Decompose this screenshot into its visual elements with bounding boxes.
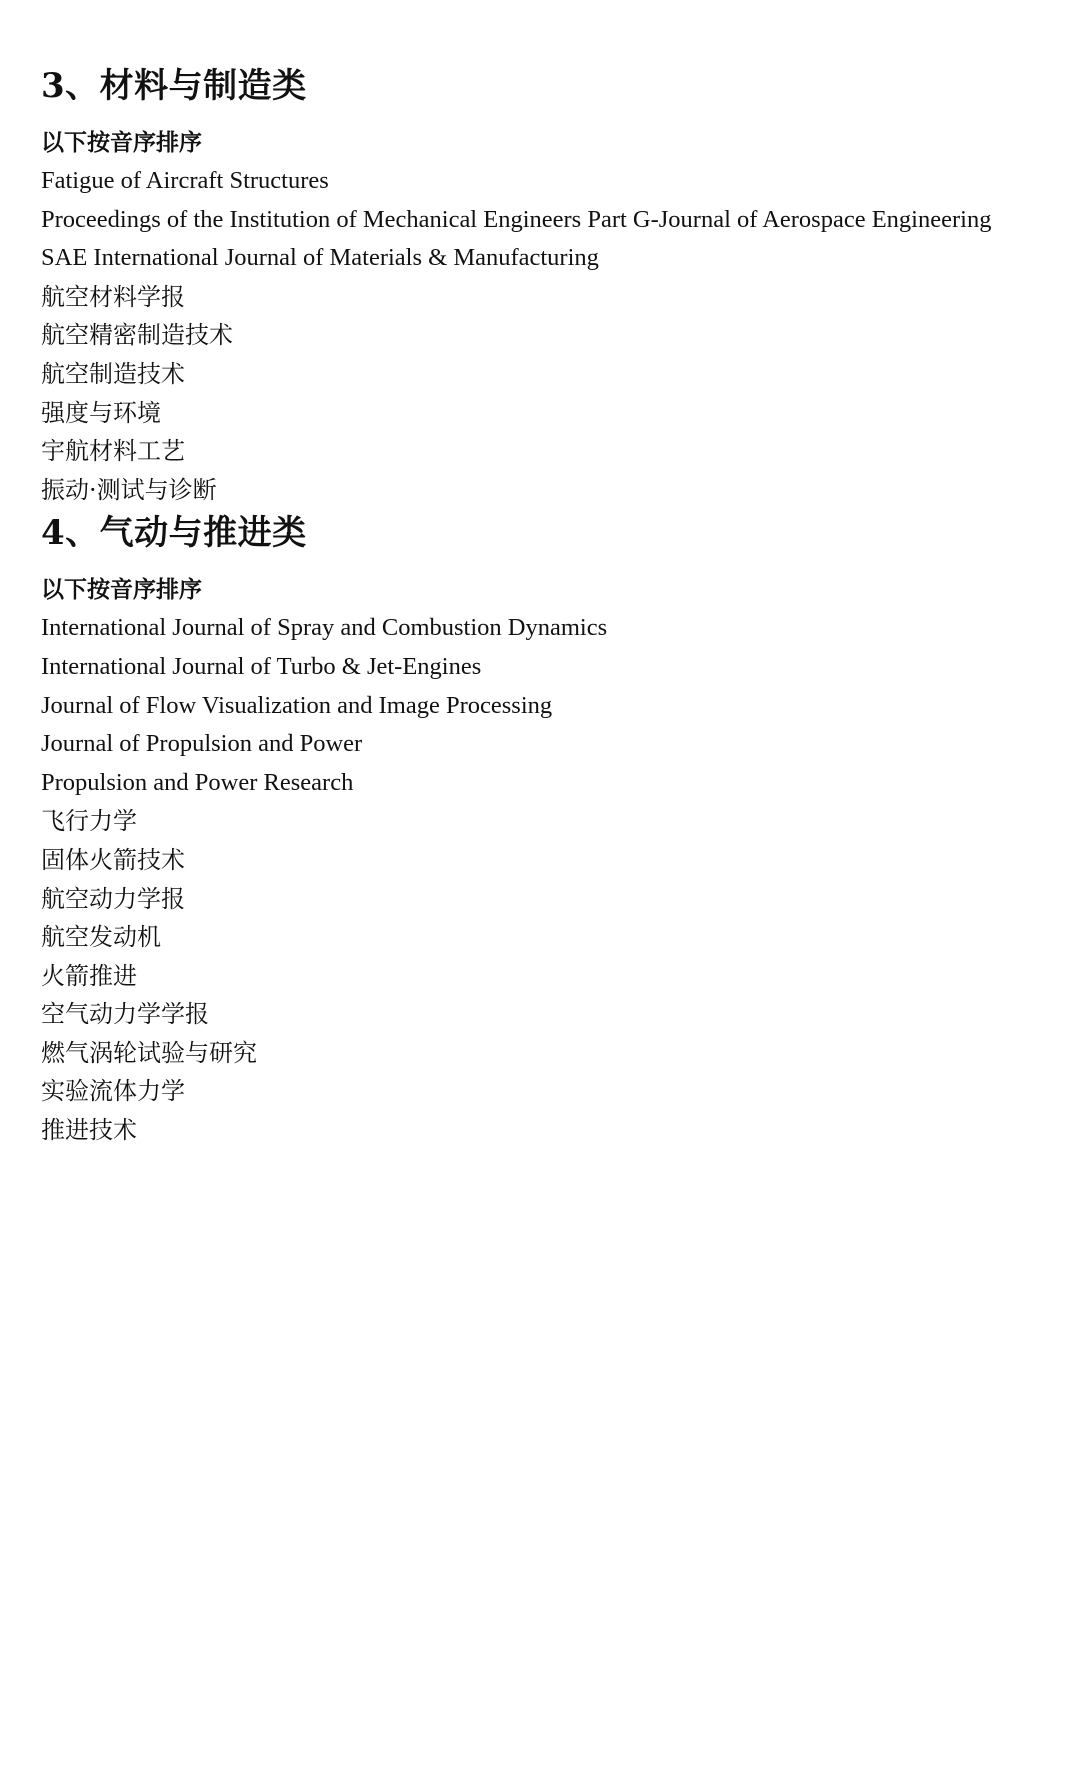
- journal-item: 航空材料学报: [41, 282, 185, 311]
- journal-item: Fatigue of Aircraft Structures: [41, 167, 329, 194]
- journal-item: 航空动力学报: [41, 884, 185, 913]
- journal-item: Propulsion and Power Research: [41, 768, 354, 796]
- journal-item: 燃气涡轮试验与研究: [41, 1038, 257, 1067]
- section-subtitle: 以下按音序排序: [41, 129, 202, 156]
- journal-list: [41, 609, 1061, 1149]
- journal-item: 航空制造技术: [41, 359, 185, 388]
- section-title: 4、气动与推进类: [41, 513, 307, 554]
- journal-item: 实验流体力学: [41, 1077, 185, 1106]
- journal-item: 航空发动机: [41, 923, 161, 952]
- journal-item: 固体火箭技术: [41, 845, 185, 874]
- journal-item: 宇航材料工艺: [41, 437, 185, 466]
- section-aero-propulsion: [41, 509, 1061, 1149]
- journal-item: Journal of Propulsion and Power: [41, 730, 363, 758]
- journal-item: 强度与环境: [41, 398, 161, 427]
- section-subtitle: 以下按音序排序: [41, 576, 202, 604]
- journal-item: International Journal of Spray and Combustion Dynamics: [41, 614, 608, 642]
- document-page: [41, 62, 1061, 1150]
- journal-item: Proceedings of the Institution of Mechanical Engineers Part G-Journal of Aerospace Engineering: [41, 205, 992, 233]
- journal-item: Journal of Flow Visualization and Image Processing: [41, 691, 553, 719]
- journal-item: SAE International Journal of Materials & Manufacturing: [41, 244, 599, 272]
- journal-item: 空气动力学学报: [41, 1000, 209, 1029]
- journal-item: 航空精密制造技术: [41, 321, 233, 350]
- journal-list: [41, 162, 1061, 509]
- journal-item: 火箭推进: [41, 961, 137, 990]
- journal-item: 振动·测试与诊断: [41, 475, 217, 504]
- journal-item: 飞行力学: [41, 807, 137, 836]
- section-materials-manufacturing: [41, 62, 1061, 509]
- journal-item: 推进技术: [41, 1116, 137, 1145]
- journal-item: International Journal of Turbo & Jet-Engines: [41, 652, 482, 680]
- section-title: 3、材料与制造类: [41, 66, 307, 106]
